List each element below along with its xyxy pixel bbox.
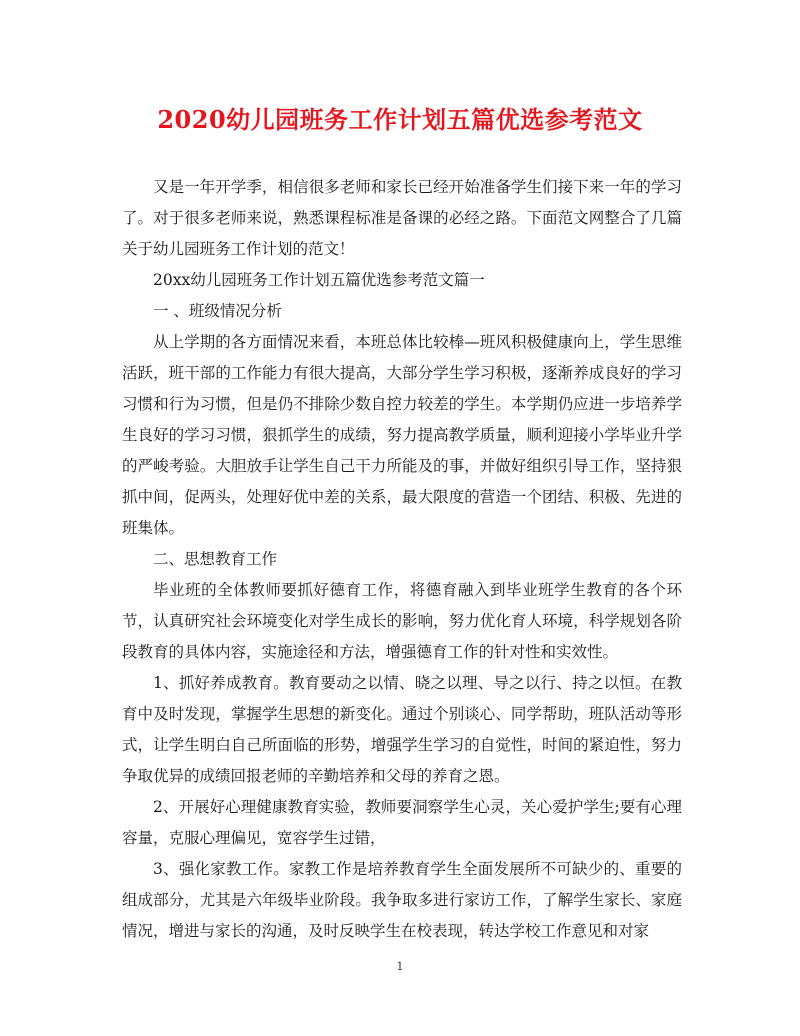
page-number: 1 <box>396 960 404 973</box>
ideological-education-paragraph: 毕业班的全体教师要抓好德育工作，将德育融入到毕业班学生教育的各个环节，认真研究社会环境变化对学生成长的影响，努力优化育人环境，科学规划各阶段教育的具体内容，实施途径和方法，增强德育工作的针对性和实效性。 <box>122 581 682 661</box>
section-title-part-one: 20xx幼儿园班务工作计划五篇优选参考范文篇一 <box>153 271 485 289</box>
item-mental-health: 2、开展好心理健康教育实验，教师要洞察学生心灵，关心爱护学生;要有心理容量，克服心理偏见，宽容学生过错， <box>122 798 682 847</box>
class-analysis-paragraph: 从上学期的各方面情况来看，本班总体比较棒—班风积极健康向上，学生思维活跃，班干部的工作能力有很大提高，大部分学生学习积极，逐渐养成良好的学习习惯和行为习惯，但是仍不排除少数自控力较差的学生。本学期仍应进一步培养学生良好的学习习惯，狠抓学生的成绩，努力提高教学质量，顺利迎接小学毕业升学的严峻考验。大胆放手让学生自己干力所能及的事，并做好组织引导工作，坚持狠抓中间，促两头，处理好优中差的关系，最大限度的营造一个团结、积极、先进的班集体。 <box>122 333 682 537</box>
heading-ideological-education: 二、思想教育工作 <box>153 550 278 568</box>
heading-class-analysis: 一 、班级情况分析 <box>153 302 282 320</box>
document-body <box>122 172 682 947</box>
item-family-education: 3、强化家教工作。家教工作是培养教育学生全面发展所不可缺少的、重要的组成部分，尤其是六年级毕业阶段。我争取多进行家访工作，了解学生家长、家庭情况，增进与家长的沟通，及时反映学生在校表现，转达学校工作意见和对家 <box>122 860 682 940</box>
item-habit-education: 1、抓好养成教育。教育要动之以情、晓之以理、导之以行、持之以恒。在教育中及时发现，掌握学生思想的新变化。通过个别谈心、同学帮助，班队活动等形式，让学生明白自己所面临的形势，增强学生学习的自觉性，时间的紧迫性，努力争取优异的成绩回报老师的辛勤培养和父母的养育之恩。 <box>122 674 682 785</box>
document-title: 2020幼儿园班务工作计划五篇优选参考范文 <box>157 105 643 134</box>
intro-paragraph: 又是一年开学季，相信很多老师和家长已经开始准备学生们接下来一年的学习了。对于很多老师来说，熟悉课程标准是备课的必经之路。下面范文网整合了几篇关于幼儿园班务工作计划的范文！ <box>122 178 682 258</box>
